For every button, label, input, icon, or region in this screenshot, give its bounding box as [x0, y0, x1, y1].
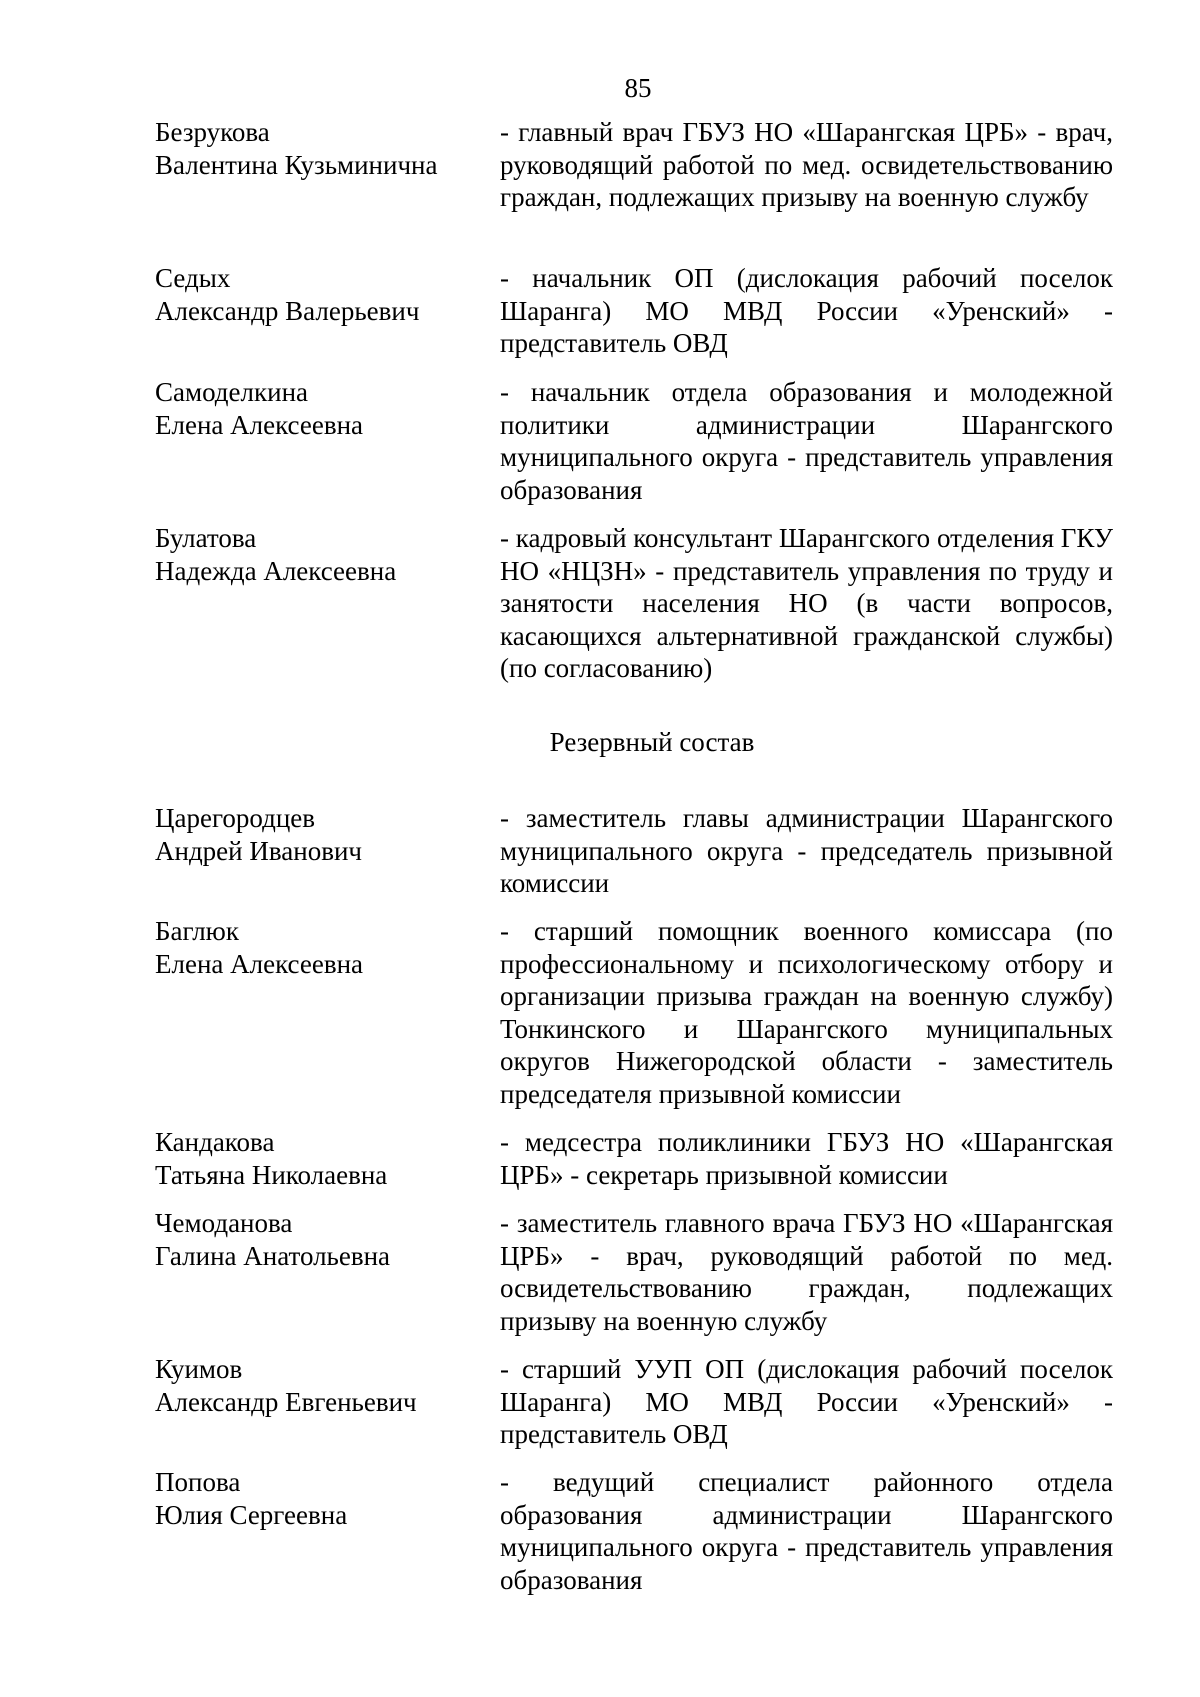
member-given-names: Татьяна Николаевна: [155, 1159, 388, 1190]
member-name: [155, 376, 500, 441]
member-given-names: Александр Евгеньевич: [155, 1386, 417, 1417]
member-given-names: Елена Алексеевна: [155, 409, 363, 440]
member-name: [155, 1466, 500, 1531]
member-entry: [155, 1207, 1113, 1337]
member-entry: [155, 376, 1113, 506]
member-surname: Чемоданова: [155, 1208, 293, 1238]
member-role: - кадровый консультант Шарангского отделения ГКУ НО «НЦЗН» - представитель управления по труду и занятости населения НО (в части вопросов, касающихся альтернативной гражданской службы) (по согласованию): [500, 523, 1113, 683]
member-name: [155, 915, 500, 980]
member-entry: [155, 802, 1113, 900]
member-role: - начальник отдела образования и молодежной политики администрации Шарангского муниципального округа - представитель управления образования: [500, 377, 1113, 505]
member-name: [155, 1207, 500, 1272]
member-surname: Безрукова: [155, 117, 270, 147]
member-entry: [155, 915, 1113, 1110]
member-role: - медсестра поликлиники ГБУЗ НО «Шарангская ЦРБ» - секретарь призывной комиссии: [500, 1127, 1113, 1190]
member-surname: Кандакова: [155, 1127, 275, 1157]
member-given-names: Александр Валерьевич: [155, 295, 420, 326]
member-surname: Попова: [155, 1467, 241, 1497]
member-role: - главный врач ГБУЗ НО «Шарангская ЦРБ» - врач, руководящий работой по мед. освидетельствованию граждан, подлежащих призыву на военную службу: [500, 117, 1113, 212]
member-entry: [155, 262, 1113, 360]
member-name: [155, 1126, 500, 1191]
member-surname: Самоделкина: [155, 377, 308, 407]
member-surname: Седых: [155, 263, 231, 293]
member-role: - начальник ОП (дислокация рабочий поселок Шаранга) МО МВД России «Уренский» - представитель ОВД: [500, 263, 1113, 358]
member-given-names: Андрей Иванович: [155, 835, 362, 866]
member-given-names: Галина Анатольевна: [155, 1240, 391, 1271]
member-surname: Баглюк: [155, 916, 239, 946]
member-name: [155, 522, 500, 587]
member-surname: Куимов: [155, 1354, 243, 1384]
member-role: - заместитель главного врача ГБУЗ НО «Шарангская ЦРБ» - врач, руководящий работой по мед. освидетельствованию граждан, подлежащих призыву на военную службу: [500, 1208, 1113, 1336]
member-given-names: Валентина Кузьминична: [155, 149, 438, 180]
member-name: [155, 802, 500, 867]
member-name: [155, 262, 500, 327]
member-given-names: Юлия Сергеевна: [155, 1499, 348, 1530]
member-entry: [155, 1353, 1113, 1451]
member-entry: [155, 522, 1113, 685]
member-given-names: Надежда Алексеевна: [155, 555, 397, 586]
member-name: [155, 1353, 500, 1418]
member-surname: Царегородцев: [155, 803, 316, 833]
page-number: 85: [624, 73, 652, 103]
member-role: - ведущий специалист районного отдела образования администрации Шарангского муниципального округа - представитель управления образования: [500, 1467, 1113, 1595]
member-entry: [155, 1126, 1113, 1191]
member-given-names: Елена Алексеевна: [155, 948, 363, 979]
member-role: - старший УУП ОП (дислокация рабочий поселок Шаранга) МО МВД России «Уренский» - представитель ОВД: [500, 1354, 1113, 1449]
reserve-section-title: Резервный состав: [549, 727, 755, 757]
member-entry: [155, 116, 1113, 214]
member-surname: Булатова: [155, 523, 257, 553]
member-role: - старший помощник военного комиссара (по профессиональному и психологическому отбору и организации призыва граждан на военную службу) Тонкинского и Шарангского муниципальных округов Нижегородской области - заместитель председателя призывной комиссии: [500, 916, 1113, 1109]
member-entry: [155, 1466, 1113, 1596]
member-name: [155, 116, 500, 181]
member-role: - заместитель главы администрации Шарангского муниципального округа - председатель призывной комиссии: [500, 803, 1113, 898]
